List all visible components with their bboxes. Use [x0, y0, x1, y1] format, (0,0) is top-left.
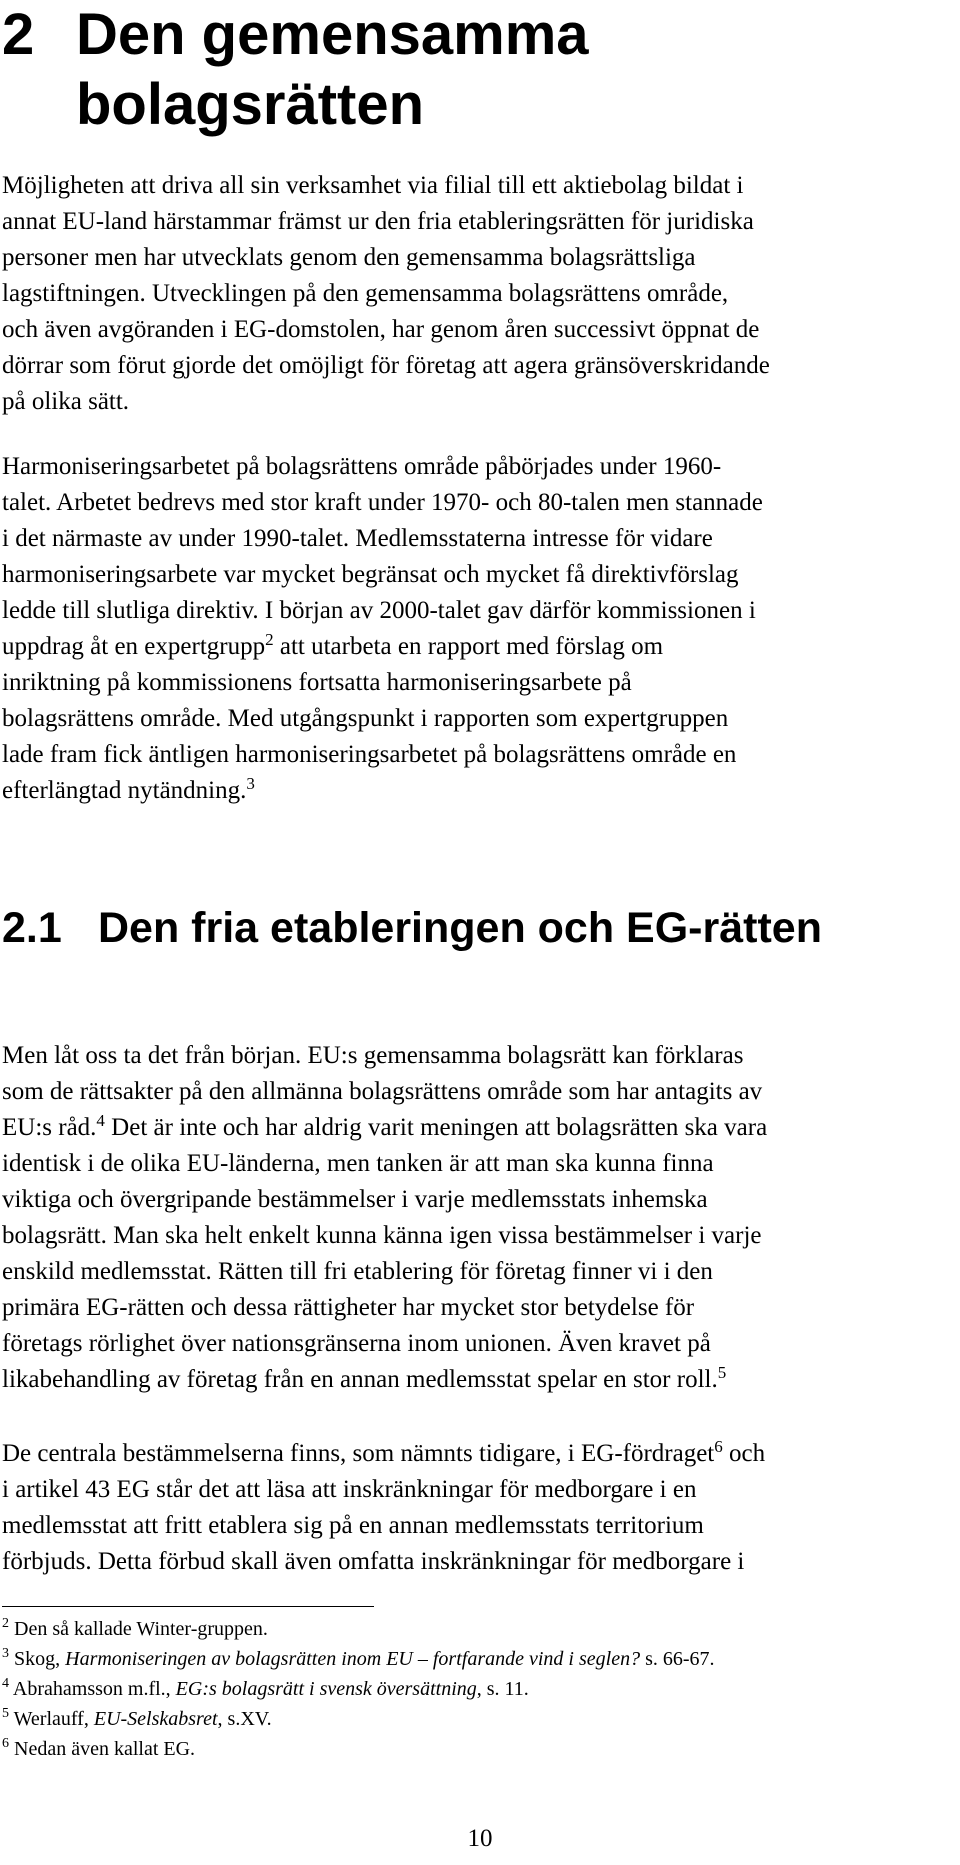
paragraph-line — [2, 1436, 946, 1472]
paragraph-2 — [2, 449, 946, 809]
footnote-text: Abrahamsson m.fl., — [12, 1678, 176, 1700]
chapter-title-line2: bolagsrätten — [76, 72, 425, 137]
paragraph-line — [2, 1362, 946, 1398]
paragraph-line: bolagsrätt. Man ska helt enkelt kunna känna igen vissa bestämmelser i varje — [2, 1222, 762, 1249]
paragraph-line — [2, 629, 946, 665]
footnote-ref-6: 6 — [714, 1437, 723, 1456]
paragraph-line: på olika sätt. — [2, 388, 130, 415]
footnote-text: s. 66-67. — [640, 1648, 715, 1670]
page-number: 10 — [467, 1825, 493, 1852]
paragraph-line: och även avgöranden i EG-domstolen, har genom åren successivt öppnat de — [2, 316, 760, 343]
paragraph-line: företags rörlighet över nationsgränserna inom unionen. Även kravet på — [2, 1330, 711, 1357]
paragraph-3 — [2, 1038, 946, 1398]
chapter-title-line1: Den gemensamma — [76, 2, 589, 67]
paragraph-line: Men låt oss ta det från början. EU:s gemensamma bolagsrätt kan förklaras — [2, 1042, 744, 1069]
footnote-number: 5 — [2, 1706, 9, 1721]
footnote-5 — [2, 1704, 946, 1734]
paragraph-line: i artikel 43 EG står det att läsa att inskränkningar för medborgare i en — [2, 1476, 697, 1503]
footnote-3 — [2, 1644, 946, 1674]
footnote-ref-5: 5 — [717, 1363, 727, 1382]
paragraph-line: Möjligheten att driva all sin verksamhet via filial till ett aktiebolag bildat i — [2, 172, 744, 199]
paragraph-line: medlemsstat att fritt etablera sig på en annan medlemsstats territorium — [2, 1512, 704, 1539]
paragraph-line: ledde till slutliga direktiv. I början av 2000-talet gav därför kommissionen i — [2, 597, 756, 624]
paragraph-line: talet. Arbetet bedrevs med stor kraft under 1970- och 80-talen men stannade — [2, 489, 763, 516]
text-run: efterlängtad nytändning. — [2, 777, 247, 804]
paragraph-line: personer men har utvecklats genom den gemensamma bolagsrättsliga — [2, 244, 696, 271]
paragraph-1 — [2, 168, 946, 420]
footnote-text: , s. 11. — [476, 1678, 529, 1700]
footnote-number: 3 — [2, 1646, 9, 1661]
footnotes — [2, 1614, 946, 1764]
text-run: och — [722, 1440, 766, 1467]
text-run: likabehandling av företag från en annan medlemsstat spelar en stor roll. — [2, 1366, 718, 1393]
footnote-text: Nedan även kallat EG. — [14, 1738, 196, 1760]
paragraph-line: annat EU-land härstammar främst ur den fria etableringsrätten för juridiska — [2, 208, 754, 235]
paragraph-line: bolagsrättens område. Med utgångspunkt i rapporten som expertgruppen — [2, 705, 729, 732]
paragraph-line: Harmoniseringsarbetet på bolagsrättens område påbörjades under 1960- — [2, 453, 722, 480]
footnote-4 — [2, 1674, 946, 1704]
paragraph-line: primära EG-rätten och dessa rättigheter har mycket stor betydelse för — [2, 1294, 695, 1321]
chapter-heading — [2, 0, 589, 140]
section-number: 2.1 — [2, 904, 62, 952]
paragraph-line: identisk i de olika EU-länderna, men tanken är att man ska kunna finna — [2, 1150, 714, 1177]
footnote-text: Werlauff, — [13, 1708, 94, 1730]
paragraph-line: förbjuds. Detta förbud skall även omfatta inskränkningar för medborgare i — [2, 1548, 745, 1575]
paragraph-4 — [2, 1436, 946, 1580]
footnote-2 — [2, 1614, 946, 1644]
paragraph-line: viktiga och övergripande bestämmelser i varje medlemsstats inhemska — [2, 1186, 708, 1213]
footnote-text: , s.XV. — [217, 1708, 272, 1730]
paragraph-line: harmoniseringsarbete var mycket begränsat och mycket få direktivförslag — [2, 561, 739, 588]
text-run: Det är inte och har aldrig varit meningen att bolagsrätten ska vara — [104, 1114, 768, 1141]
footnote-ref-4: 4 — [96, 1111, 105, 1130]
footnote-ref-2: 2 — [265, 630, 274, 649]
section-heading — [2, 900, 822, 956]
footnote-number: 6 — [2, 1736, 9, 1751]
footnote-number: 4 — [2, 1676, 9, 1691]
chapter-number: 2 — [2, 2, 35, 67]
footnote-italic-title: Harmoniseringen av bolagsrätten inom EU – fortfarande vind i seglen? — [65, 1648, 641, 1670]
text-run: De centrala bestämmelserna finns, som nämnts tidigare, i EG-fördraget — [2, 1440, 715, 1467]
paragraph-line — [2, 773, 946, 809]
text-run: EU:s råd. — [2, 1114, 97, 1141]
footnote-italic-title: EU-Selskabsret — [93, 1708, 218, 1730]
footnote-italic-title: EG:s bolagsrätt i svensk översättning — [175, 1678, 477, 1700]
text-run: att utarbeta en rapport med förslag om — [273, 633, 664, 660]
paragraph-line: enskild medlemsstat. Rätten till fri etablering för företag finner vi i den — [2, 1258, 713, 1285]
footnote-text: Skog, — [14, 1648, 66, 1670]
footnote-ref-3: 3 — [246, 774, 255, 793]
paragraph-line: lade fram fick äntligen harmoniseringsarbetet på bolagsrättens område en — [2, 741, 737, 768]
section-title: Den fria etableringen och EG-rätten — [98, 904, 822, 952]
paragraph-line: inriktning på kommissionens fortsatta harmoniseringsarbete på — [2, 669, 632, 696]
footnote-6 — [2, 1734, 946, 1764]
paragraph-line: lagstiftningen. Utvecklingen på den gemensamma bolagsrättens område, — [2, 280, 729, 307]
paragraph-line: i det närmaste av under 1990-talet. Medlemsstaterna intresse för vidare — [2, 525, 713, 552]
paragraph-line — [2, 1110, 946, 1146]
footnote-text: Den så kallade Winter-gruppen. — [14, 1618, 268, 1640]
paragraph-line: dörrar som förut gjorde det omöjligt för företag att agera gränsöverskridande — [2, 352, 770, 379]
paragraph-line: som de rättsakter på den allmänna bolagsrättens område som har antagits av — [2, 1078, 763, 1105]
footnote-separator — [2, 1606, 374, 1607]
text-run: uppdrag åt en expertgrupp — [2, 633, 266, 660]
footnote-number: 2 — [2, 1616, 9, 1631]
